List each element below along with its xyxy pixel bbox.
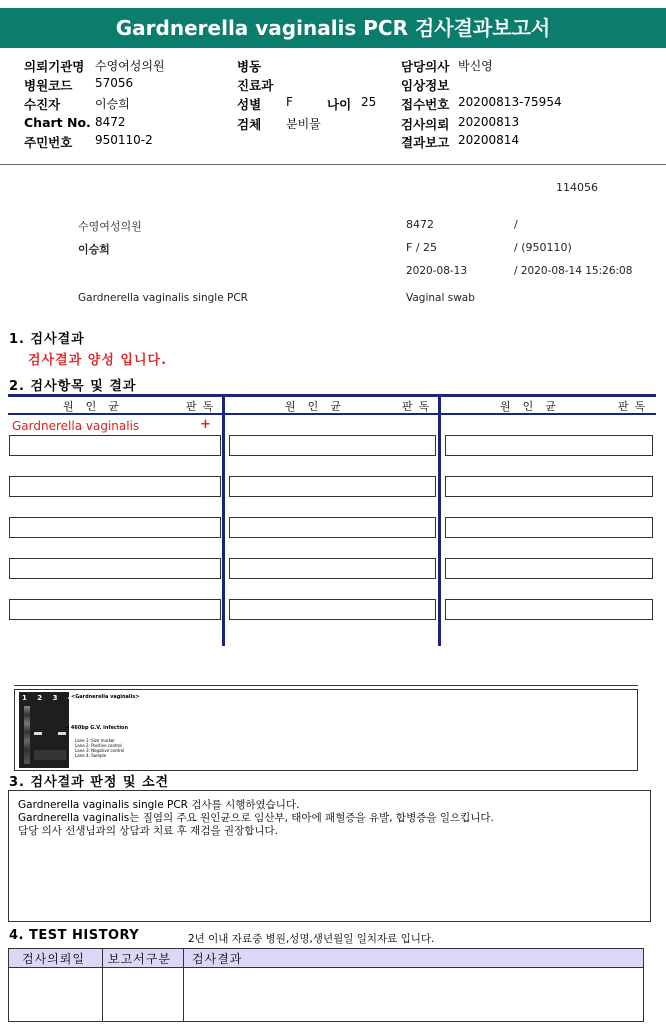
gel-band-label: ← 460bp G.V. infection	[65, 725, 129, 731]
header-label-report-date: 결과보고	[401, 135, 450, 150]
header-label-clinical-info: 임상정보	[401, 78, 450, 93]
col-header-judgement-3: 판독	[618, 400, 652, 413]
header-label-ward: 병동	[237, 59, 262, 74]
header-label-doctor: 담당의사	[401, 59, 450, 74]
result-cell	[445, 599, 653, 620]
result-cell	[9, 476, 221, 497]
section2-heading: 2. 검사항목 및 결과	[9, 379, 137, 394]
header-value-sex: F	[286, 95, 293, 109]
result-cell	[229, 599, 436, 620]
history-col-result: 검사결과	[192, 952, 243, 966]
serial-number: 114056	[556, 181, 598, 194]
result-cell	[229, 435, 436, 456]
result-cell	[229, 558, 436, 579]
col-header-organism-1: 원인균	[63, 400, 131, 413]
header-value-request-date: 20200813	[458, 115, 520, 129]
result-cell	[9, 517, 221, 538]
gel-band-sample	[58, 732, 66, 735]
history-col-report-type: 보고서구분	[108, 952, 171, 966]
header-value-chart: 8472	[95, 115, 126, 129]
header-label-patient: 수진자	[24, 97, 61, 112]
header-value-receipt-no: 20200813-75954	[458, 95, 562, 109]
history-col-divider-2	[183, 948, 184, 1022]
col-header-organism-2: 원인균	[285, 400, 353, 413]
info-sex-age: F / 25	[406, 241, 438, 254]
info-specimen: Vaginal swab	[406, 292, 475, 304]
result-cell	[445, 558, 653, 579]
header-value-specimen: 분비물	[286, 117, 321, 131]
comment-line: Gardnerella vaginalis single PCR 검사를 시행하였습니다.	[18, 799, 300, 811]
report-title: Gardnerella vaginalis PCR 검사결과보고서	[0, 8, 666, 48]
result-cell	[9, 599, 221, 620]
gel-legend-item: Lane 3: Negative control	[75, 748, 125, 753]
history-table-header	[8, 948, 644, 968]
header-value-resident-no: 950110-2	[95, 133, 153, 147]
header-value-patient: 이승희	[95, 97, 130, 111]
header-value-age: 25	[361, 95, 377, 109]
header-label-hospital-code: 병원코드	[24, 78, 73, 93]
gel-caption: <Gardnerella vaginalis>	[71, 694, 140, 700]
gel-primer-dimer	[34, 750, 66, 760]
result-cell	[9, 558, 221, 579]
info-test-name: Gardnerella vaginalis single PCR	[78, 292, 248, 304]
grid-top-rule	[8, 394, 656, 397]
info-received: 2020-08-13	[406, 265, 468, 277]
result-cell	[445, 476, 653, 497]
info-patient: 이승희	[78, 243, 110, 256]
section3-heading: 3. 검사결과 판정 및 소견	[9, 775, 170, 790]
result-cell	[229, 517, 436, 538]
header-value-doctor: 박신영	[458, 59, 493, 73]
header-label-sex: 성별	[237, 97, 262, 112]
result-cell	[445, 435, 653, 456]
result-cell	[9, 435, 221, 456]
header-label-specimen: 검체	[237, 117, 262, 132]
gel-legend-item: Lane 1: Size marker	[75, 738, 115, 743]
header-label-clinic: 의뢰기관명	[24, 59, 85, 74]
info-slash: /	[514, 218, 518, 231]
gel-top-rule	[14, 685, 638, 686]
header-label-receipt-no: 접수번호	[401, 97, 450, 112]
organism-name: Gardnerella vaginalis	[12, 419, 140, 433]
comment-line: Gardnerella vaginalis는 질염의 주요 원인균으로 임산부, 태아에 패혈증을 유발, 합병증을 일으킵니다.	[18, 812, 494, 824]
gel-ladder	[24, 706, 30, 764]
gel-legend	[75, 738, 124, 758]
organism-result: +	[200, 417, 211, 432]
header-label-request-date: 검사의뢰	[401, 117, 450, 132]
section1-heading: 1. 검사결과	[9, 332, 85, 347]
header-value-hospital-code: 57056	[95, 76, 134, 90]
gel-lane-numbers: 1 2 3 4	[22, 694, 77, 702]
header-label-resident-no: 주민번호	[24, 135, 73, 150]
result-cell	[445, 517, 653, 538]
info-reported: / 2020-08-14 15:26:08	[514, 265, 633, 277]
info-birth: / (950110)	[514, 241, 572, 254]
gel-panel	[14, 689, 638, 771]
info-chart: 8472	[406, 218, 434, 231]
result-cell	[229, 476, 436, 497]
gel-image	[19, 692, 77, 768]
history-table-body	[8, 967, 644, 1022]
header-label-age: 나이	[327, 97, 352, 112]
info-clinic: 수영여성의원	[78, 220, 142, 233]
header-divider	[0, 164, 666, 165]
grid-divider-2	[438, 395, 441, 646]
header-value-clinic: 수영여성의원	[95, 59, 165, 73]
grid-divider-1	[222, 395, 225, 646]
gel-band-positive	[34, 732, 42, 735]
header-value-report-date: 20200814	[458, 133, 520, 147]
gel-legend-item: Lane 2: Positive control	[75, 743, 122, 748]
col-header-judgement-2: 판독	[402, 400, 436, 413]
history-col-divider-1	[102, 948, 103, 1022]
history-note: 2년 이내 자료중 병원,성명,생년월일 일치자료 입니다.	[188, 933, 435, 945]
comment-line: 담당 의사 선생님과의 상담과 치료 후 재검을 권장합니다.	[18, 825, 278, 837]
col-header-judgement-1: 판독	[186, 400, 220, 413]
result-summary: 검사결과 양성 입니다.	[28, 353, 168, 368]
comment-box	[8, 790, 651, 922]
col-header-organism-3: 원인균	[500, 400, 568, 413]
header-label-chart: Chart No.	[24, 115, 91, 130]
section4-heading: 4. TEST HISTORY	[9, 928, 140, 943]
history-col-request-date: 검사의뢰일	[22, 952, 85, 966]
header-label-dept: 진료과	[237, 78, 274, 93]
gel-legend-item: Lane 4: Sample	[75, 753, 107, 758]
